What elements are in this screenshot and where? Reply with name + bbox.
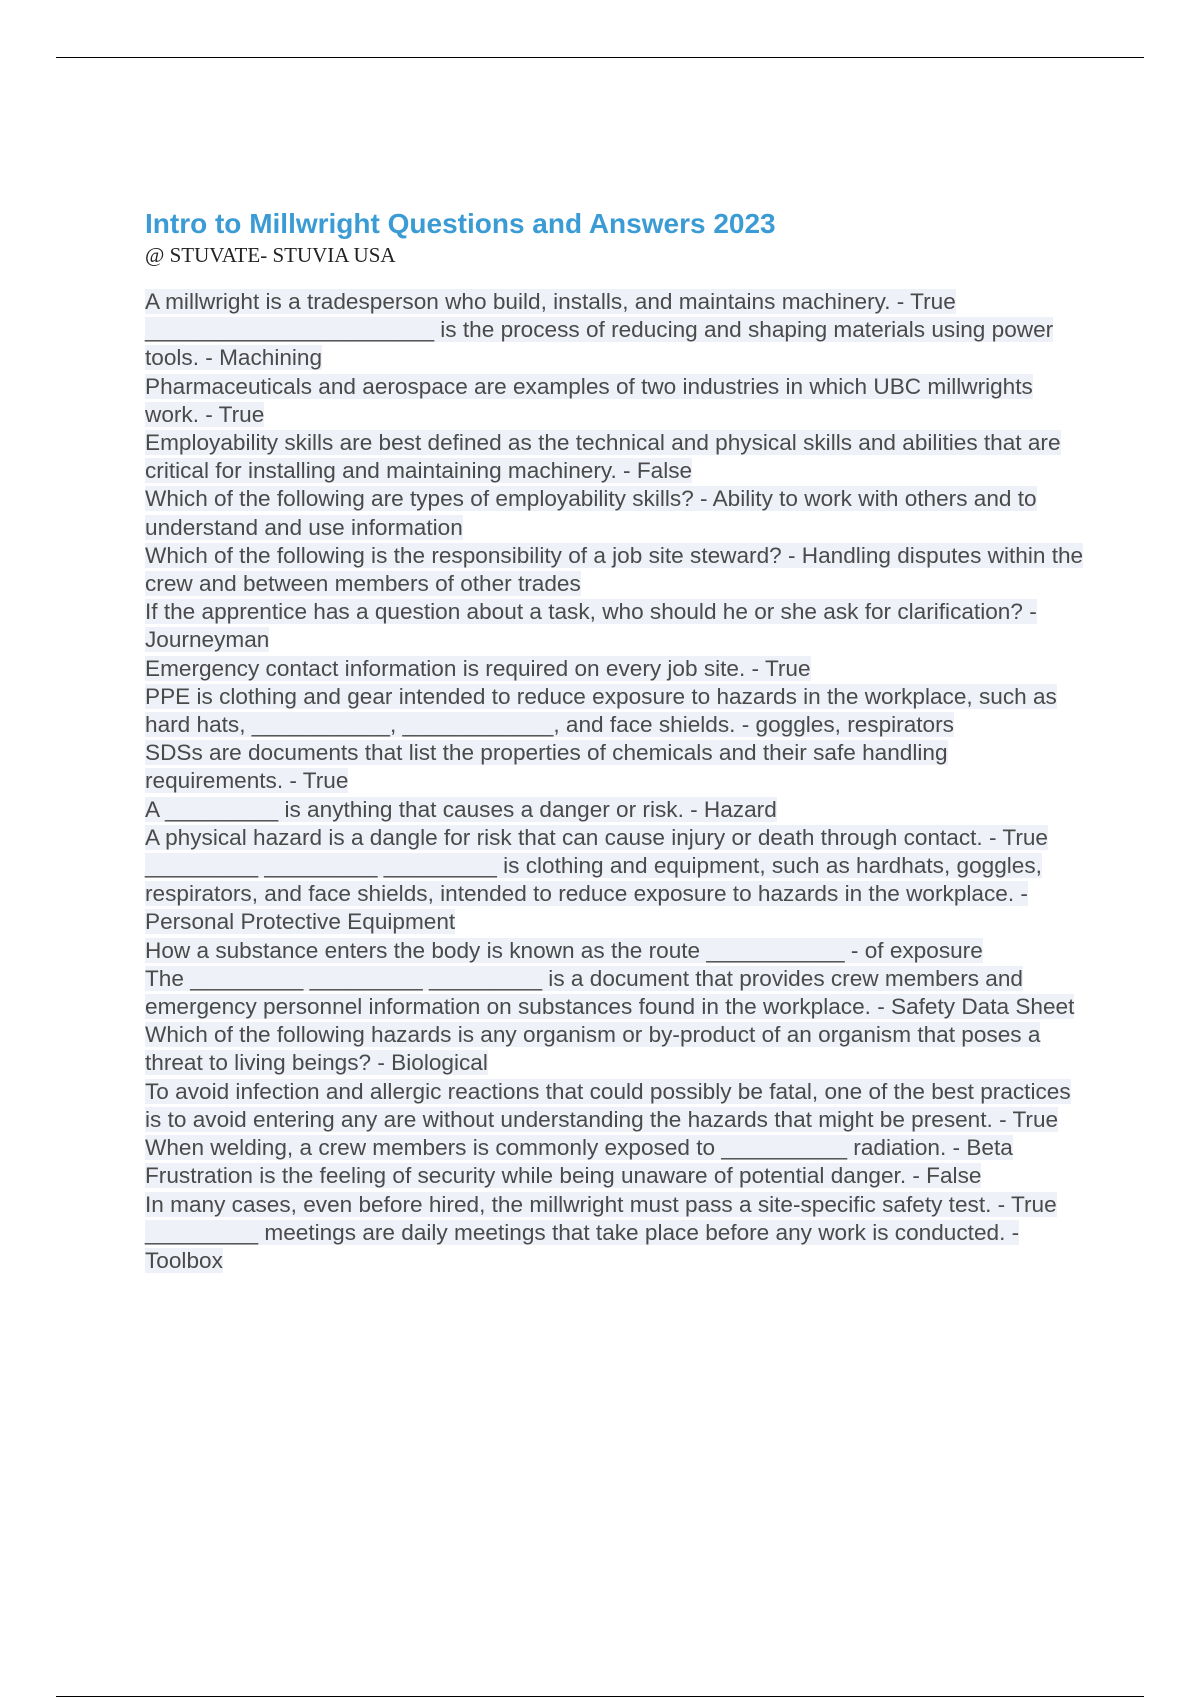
qa-item: A _________ is anything that causes a danger or risk. - Hazard xyxy=(145,796,777,822)
qa-item: Employability skills are best defined as the technical and physical skills and abilities that are critical for installing and maintaining machinery. - False xyxy=(145,430,1061,484)
qa-item: Which of the following hazards is any organism or by-product of an organism that poses a threat to living beings? - Biological xyxy=(145,1022,1041,1076)
document-title: Intro to Millwright Questions and Answers 2023 xyxy=(145,208,776,239)
document-body xyxy=(145,206,1090,1275)
qa-item: _________ meetings are daily meetings that take place before any work is conducted. - Toolbox xyxy=(145,1219,1020,1273)
qa-item: Which of the following is the responsibility of a job site steward? - Handling disputes within the crew and between members of other trades xyxy=(145,542,1084,597)
qa-item: Emergency contact information is required on every job site. - True xyxy=(145,655,811,681)
qa-list xyxy=(145,288,1090,1275)
document-subtitle: @ STUVATE- STUVIA USA xyxy=(145,243,396,267)
qa-item: PPE is clothing and gear intended to reduce exposure to hazards in the workplace, such as hard hats, ___________, ____________, and face shields. - goggles, respirators xyxy=(145,683,1057,738)
qa-item: Pharmaceuticals and aerospace are examples of two industries in which UBC millwrights work. - True xyxy=(145,373,1033,427)
qa-item: Which of the following are types of employability skills? - Ability to work with others and to understand and use information xyxy=(145,486,1037,540)
qa-item: The _________ _________ _________ is a document that provides crew members and emergency personnel information on substances found in the workplace. - Safety Data Sheet xyxy=(145,965,1075,1020)
top-rule xyxy=(56,57,1144,58)
qa-item: SDSs are documents that list the properties of chemicals and their safe handling requirements. - True xyxy=(145,740,948,794)
qa-item: How a substance enters the body is known as the route ___________ - of exposure xyxy=(145,937,983,963)
qa-item: To avoid infection and allergic reactions that could possibly be fatal, one of the best practices is to avoid entering any are without understanding the hazards that might be present. - True xyxy=(145,1078,1071,1132)
bottom-rule xyxy=(56,1696,1144,1697)
qa-item: Frustration is the feeling of security while being unaware of potential danger. - False xyxy=(145,1163,982,1189)
qa-item: In many cases, even before hired, the millwright must pass a site-specific safety test. - True xyxy=(145,1191,1057,1217)
qa-item: _________ _________ _________ is clothing and equipment, such as hardhats, goggles, respirators, and face shields, intended to reduce exposure to hazards in the workplace. - Personal Protective Equipment xyxy=(145,853,1042,935)
qa-item: If the apprentice has a question about a task, who should he or she ask for clarification? - Journeyman xyxy=(145,599,1037,653)
qa-item: A millwright is a tradesperson who build, installs, and maintains machinery. - True xyxy=(145,289,956,314)
qa-item: When welding, a crew members is commonly exposed to __________ radiation. - Beta xyxy=(145,1135,1013,1161)
qa-item: A physical hazard is a dangle for risk that can cause injury or death through contact. - True xyxy=(145,824,1048,850)
qa-item: _______________________ is the process of reducing and shaping materials using power tools. - Machining xyxy=(145,317,1054,371)
